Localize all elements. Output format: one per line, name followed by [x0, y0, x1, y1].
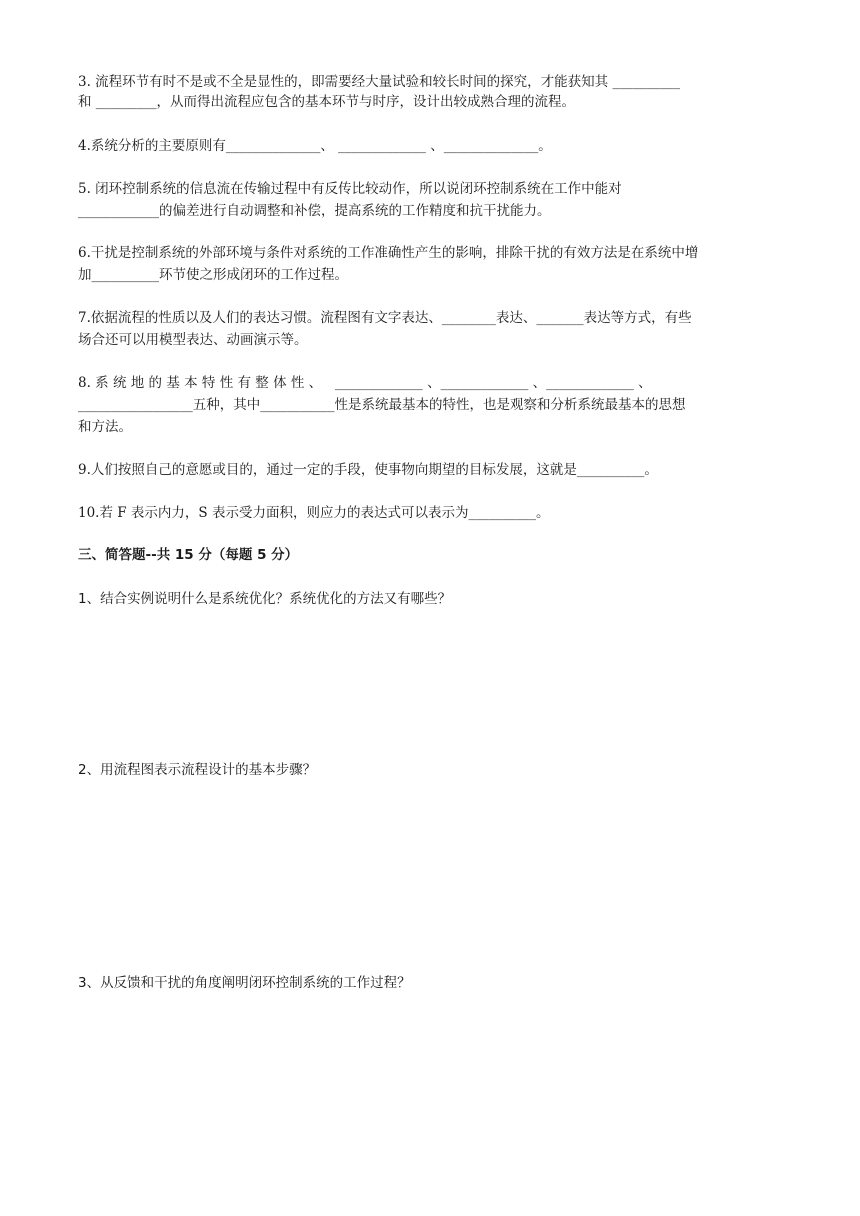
short-answer-question-3: 3、从反馈和干扰的角度阐明闭环控制系统的工作过程？: [78, 975, 411, 991]
section-3-heading: 三、简答题--共 15 分（每题 5 分）: [78, 547, 299, 563]
question-6-line-2: 加__________环节使之形成闭环的工作过程。: [78, 267, 348, 283]
question-5-line-1: 5. 闭环控制系统的信息流在传输过程中有反传比较动作，所以说闭环控制系统在工作中能对: [78, 181, 622, 197]
question-7-line-2: 场合还可以用模型表达、动画演示等。: [78, 332, 308, 348]
question-10: 10.若 F 表示内力，S 表示受力面积，则应力的表达式可以表示为__________。: [78, 505, 550, 521]
question-8-line-1: 8. 系 统 地 的 基 本 特 性 有 整 体 性 、 _____________ 、_____________ 、_____________ 、: [78, 375, 652, 391]
question-4: 4.系统分析的主要原则有______________、 _____________ 、______________。: [78, 138, 552, 154]
question-9: 9.人们按照自己的意愿或目的，通过一定的手段，使事物向期望的目标发展，这就是__________。: [78, 462, 658, 478]
short-answer-question-2: 2、用流程图表示流程设计的基本步骤？: [78, 762, 317, 778]
question-3-line-1: 3. 流程环节有时不是或不全是显性的，即需要经大量试验和较长时间的探究，才能获知其 __________: [78, 74, 680, 90]
question-5-line-2: ____________的偏差进行自动调整和补偿，提高系统的工作精度和抗干扰能力。: [78, 203, 551, 219]
question-8-line-3: 和方法。: [78, 419, 132, 435]
question-6-line-1: 6.干扰是控制系统的外部环境与条件对系统的工作准确性产生的影响，排除干扰的有效方法是在系统中增: [78, 245, 699, 261]
question-8-line-2: _________________五种，其中___________性是系统最基本的特性，也是观察和分析系统最基本的思想: [78, 397, 686, 413]
question-7-line-1: 7.依据流程的性质以及人们的表达习惯。流程图有文字表达、________表达、_______表达等方式，有些: [78, 310, 692, 326]
short-answer-question-1: 1、结合实例说明什么是系统优化？系统优化的方法又有哪些？: [78, 591, 452, 607]
question-3-line-2: 和 _________，从而得出流程应包含的基本环节与时序，设计出较成熟合理的流程。: [78, 94, 576, 110]
